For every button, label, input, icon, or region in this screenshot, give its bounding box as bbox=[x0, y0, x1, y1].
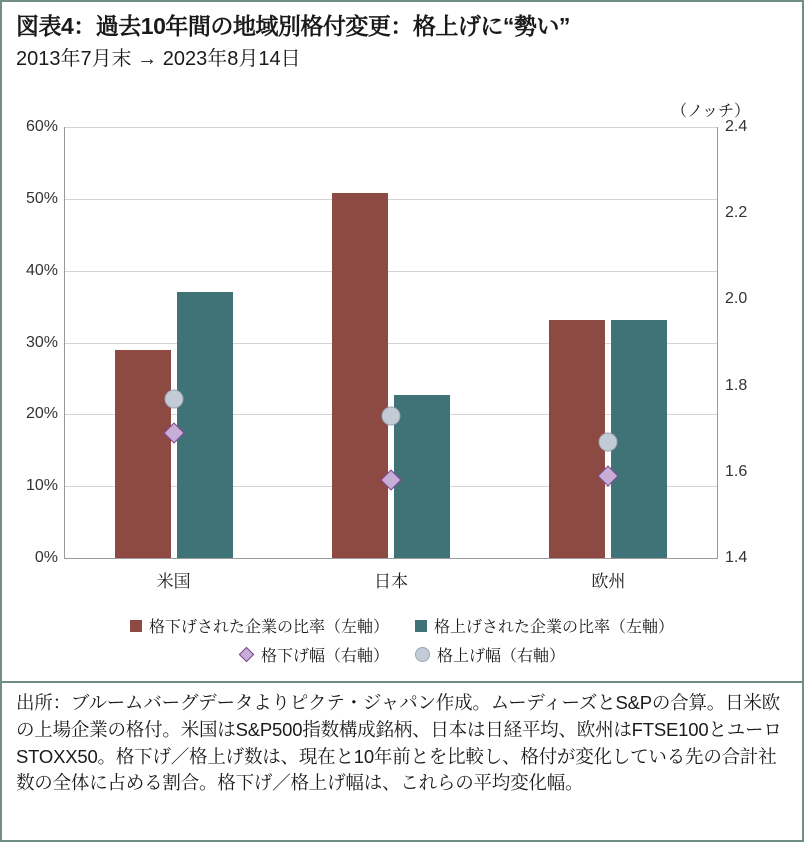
legend-swatch-circle-icon bbox=[415, 647, 430, 662]
gridline bbox=[65, 271, 717, 272]
legend-item bbox=[415, 643, 565, 666]
bar-downgrade-欧州 bbox=[549, 320, 605, 558]
y-axis-left-tick: 60% bbox=[25, 118, 58, 135]
y-axis-left-tick: 10% bbox=[25, 477, 58, 495]
circle-icon bbox=[164, 389, 183, 408]
legend-item bbox=[415, 614, 674, 637]
x-axis-label-日本: 日本 bbox=[374, 572, 408, 591]
marker-downgrade-notch-欧州 bbox=[601, 469, 616, 484]
bar-upgrade-米国 bbox=[177, 292, 233, 558]
y-axis-left-tick: 30% bbox=[25, 333, 58, 351]
legend-item bbox=[239, 643, 389, 666]
legend-label: 格上げされた企業の比率（左軸） bbox=[434, 619, 675, 636]
page-title: 図表4：過去10年間の地域別格付変更：格上げに“勢い” bbox=[16, 13, 570, 39]
legend-label: 格下げ幅（右軸） bbox=[260, 648, 389, 665]
y-axis-right-tick: 2.4 bbox=[725, 118, 748, 135]
y-axis-left-tick: 40% bbox=[25, 261, 58, 279]
y-axis-left-tick: 50% bbox=[25, 189, 58, 207]
source-footnote: 出所：ブルームバーグデータよりピクテ・ジャパン作成。ムーディーズとS&Pの合算。日米欧の上場企業の格付。米国はS&P500指数構成銘柄、日本は日経平均、欧州はFTSE100とユーロSTOXX50。格下げ／格上げ数は、現在と10年前とを比較し、格付が変化している先の合計社数の全体に占める割合。格下げ／格上げ幅は、これらの平均変化幅。 bbox=[16, 692, 782, 794]
gridline bbox=[65, 127, 717, 128]
marker-upgrade-notch-日本 bbox=[382, 406, 401, 425]
right-axis-unit-label: （ノッチ） bbox=[671, 103, 750, 120]
marker-upgrade-notch-欧州 bbox=[599, 432, 618, 451]
diamond-icon bbox=[598, 466, 619, 487]
chart-legend bbox=[2, 614, 802, 672]
chart-area bbox=[2, 94, 802, 594]
bar-upgrade-欧州 bbox=[611, 320, 667, 558]
gridline bbox=[65, 199, 717, 200]
y-axis-right-tick: 1.8 bbox=[725, 376, 748, 394]
bar-upgrade-日本 bbox=[394, 395, 450, 558]
x-axis-label-米国: 米国 bbox=[156, 572, 191, 591]
legend-label: 格上げ幅（右軸） bbox=[437, 648, 566, 665]
y-axis-right-tick: 1.6 bbox=[725, 462, 748, 480]
legend-item bbox=[130, 614, 389, 637]
marker-downgrade-notch-日本 bbox=[384, 473, 399, 488]
y-axis-right-tick: 2.0 bbox=[725, 290, 748, 308]
bar-downgrade-日本 bbox=[332, 193, 388, 558]
y-axis-right-tick: 1.4 bbox=[725, 549, 748, 566]
legend-swatch-diamond-icon bbox=[239, 647, 255, 663]
circle-icon bbox=[599, 432, 618, 451]
page-subtitle: 2013年7月末 → 2023年8月14日 bbox=[16, 48, 301, 70]
circle-icon bbox=[382, 406, 401, 425]
marker-upgrade-notch-米国 bbox=[164, 389, 183, 408]
legend-swatch-rect-icon bbox=[415, 620, 427, 632]
y-axis-left-tick: 0% bbox=[34, 549, 58, 566]
legend-label: 格下げされた企業の比率（左軸） bbox=[148, 619, 389, 636]
y-axis-right-tick: 2.2 bbox=[725, 204, 748, 222]
bar-downgrade-米国 bbox=[115, 350, 171, 558]
footnote-divider bbox=[2, 681, 802, 683]
y-axis-left-tick: 20% bbox=[25, 405, 58, 423]
legend-row-markers bbox=[2, 643, 802, 666]
gridline bbox=[65, 558, 717, 559]
legend-row-bars bbox=[2, 614, 802, 637]
legend-swatch-rect-icon bbox=[130, 620, 142, 632]
diamond-icon bbox=[163, 422, 184, 443]
x-axis-label-欧州: 欧州 bbox=[591, 572, 626, 591]
diamond-icon bbox=[380, 470, 401, 491]
plot-region bbox=[25, 118, 748, 591]
marker-downgrade-notch-米国 bbox=[166, 426, 181, 441]
